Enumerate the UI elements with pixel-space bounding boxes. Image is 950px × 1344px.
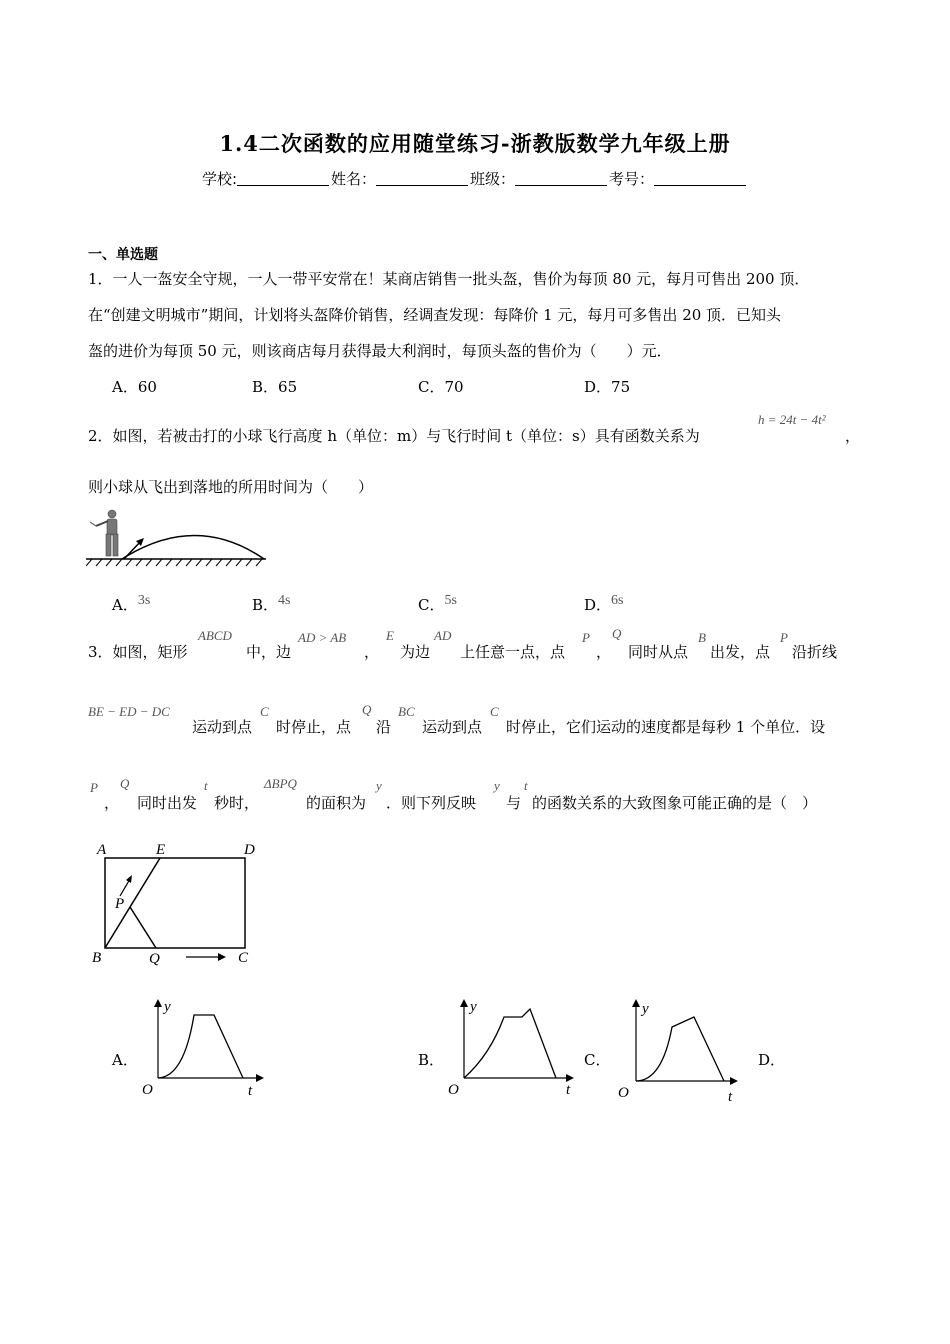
q3-l3-m6: y [494, 778, 500, 793]
q3-l3-m5: y [376, 778, 382, 793]
label-a: A [97, 842, 107, 858]
q3-l1-m7: B [698, 630, 706, 645]
q1-option-a[interactable]: A．60 [112, 378, 157, 396]
svg-text:O: O [142, 1082, 153, 1098]
q1-line3: 盔的进价为每顶 50 元，则该商店每月获得最大利润时，每顶头盔的售价为（ ）元． [88, 342, 672, 360]
q3-l1-m2: AD > AB [298, 630, 347, 645]
q3-l2-e: 时停止，它们运动的速度都是每秒 1 个单位．设 [506, 718, 826, 736]
class-label: 班级： [470, 170, 516, 188]
q2-option-b[interactable]: B．4s [252, 593, 291, 614]
q3-l1-m6: Q [612, 626, 622, 641]
graph-a [140, 995, 270, 1100]
q2-line1: 2．如图，若被击打的小球飞行高度 h（单位：m）与飞行时间 t（单位：s）具有函数关系为 [88, 427, 700, 445]
svg-text:t: t [728, 1089, 733, 1105]
golf-figure [86, 504, 268, 568]
school-label: 学校: [201, 170, 237, 188]
school-blank [237, 169, 329, 186]
q2-formula: h = 24t − 4t² [758, 412, 826, 427]
q1-option-c[interactable]: C．70 [418, 378, 464, 396]
label-c: C [238, 950, 249, 966]
q3-l1-d: 为边 [400, 643, 431, 661]
graph-c [614, 995, 744, 1105]
q3-l1-a: 3．如图，矩形 [88, 643, 188, 661]
svg-text:y: y [164, 999, 171, 1015]
q3-l1-h: 出发，点 [710, 643, 771, 661]
q3-l1-m4: AD [434, 628, 452, 643]
q1-option-b[interactable]: B．65 [252, 378, 298, 396]
svg-text:t: t [566, 1082, 571, 1098]
q3-l1-m5: P [582, 630, 590, 645]
rectangle-figure [88, 838, 268, 968]
svg-text:t: t [248, 1083, 253, 1099]
section-title: 一、单选题 [88, 247, 158, 263]
q3-l2-d: 运动到点 [422, 718, 483, 736]
q3-l3-g: 的函数关系的大致图象可能正确的是（ ） [532, 794, 818, 812]
q3-l3-d: 的面积为 [306, 794, 367, 812]
q1-option-d[interactable]: D．75 [584, 378, 631, 396]
q3-l1-m3: E [386, 628, 394, 643]
q3-l1-m8: P [780, 630, 788, 645]
q3-l3-e: ．则下列反映 [386, 794, 477, 812]
label-e: E [156, 842, 166, 858]
student-info-row [0, 168, 950, 189]
q3-l2-a: 运动到点 [192, 718, 253, 736]
q3-l3-m4: ΔBPQ [264, 776, 297, 791]
q2-option-c[interactable]: C．5s [418, 593, 457, 614]
q3-l1-m1: ABCD [198, 628, 232, 643]
q3-l3-m7: t [524, 778, 528, 793]
name-label: 姓名： [331, 170, 377, 188]
q3-l2-m5: C [490, 704, 499, 719]
q3-option-c[interactable]: C． [584, 1051, 611, 1069]
page-title: 1.4二次函数的应用随堂练习-浙教版数学九年级上册 [219, 131, 731, 156]
q3-l2-m1: BE − ED − DC [88, 704, 170, 719]
q3-l1-b: 中，边 [246, 643, 292, 661]
q3-l2-c: 沿 [376, 718, 392, 736]
q2-option-a[interactable]: A．3s [112, 593, 151, 614]
q3-l3-m3: t [204, 778, 208, 793]
number-label: 考号： [609, 170, 655, 188]
q3-l1-g: 同时从点 [628, 643, 689, 661]
number-blank [654, 169, 746, 186]
name-blank [376, 169, 468, 186]
q3-l3-m2: Q [120, 776, 130, 791]
q3-l2-m4: BC [398, 704, 415, 719]
q3-l3-b: 同时出发 [137, 794, 198, 812]
q2-line2: 则小球从飞出到落地的所用时间为（ ） [88, 478, 374, 496]
q3-l3-f: 与 [506, 794, 522, 812]
class-blank [515, 169, 607, 186]
q1-line1: 1．一人一盔安全守规，一人一带平安常在！某商店销售一批头盔，售价为每顶 80 元，每月可售出 200 顶． [88, 270, 810, 288]
q3-l2-b: 时停止，点 [276, 718, 352, 736]
q3-l1-e: 上任意一点，点 [460, 643, 566, 661]
svg-text:O: O [448, 1082, 459, 1098]
q3-l2-m2: C [260, 704, 269, 719]
q3-l1-f: ， [596, 643, 612, 661]
q3-option-b[interactable]: B． [418, 1051, 445, 1069]
q3-l1-i: 沿折线 [792, 643, 838, 661]
label-q: Q [149, 951, 160, 967]
q2-line1-end: ， [845, 427, 861, 445]
svg-text:O: O [618, 1085, 629, 1101]
q1-line2: 在“创建文明城市”期间，计划将头盔降价销售，经调查发现：每降价 1 元，每月可多售出 20 顶．已知头 [88, 306, 782, 324]
q2-option-d[interactable]: D．6s [584, 593, 624, 614]
svg-text:y: y [470, 999, 477, 1015]
q3-l3-a: ， [104, 794, 120, 812]
q3-option-d[interactable]: D． [758, 1051, 786, 1069]
label-d: D [244, 842, 255, 858]
q3-l3-c: 秒时， [214, 794, 260, 812]
q3-l2-m3: Q [362, 702, 372, 717]
q3-option-a[interactable]: A． [112, 1051, 138, 1069]
q3-l1-c: ， [364, 643, 380, 661]
graph-b [446, 995, 582, 1100]
svg-text:y: y [642, 1001, 649, 1017]
q3-l3-m1: P [90, 780, 98, 795]
label-b: B [92, 950, 102, 966]
label-p: P [115, 896, 125, 912]
